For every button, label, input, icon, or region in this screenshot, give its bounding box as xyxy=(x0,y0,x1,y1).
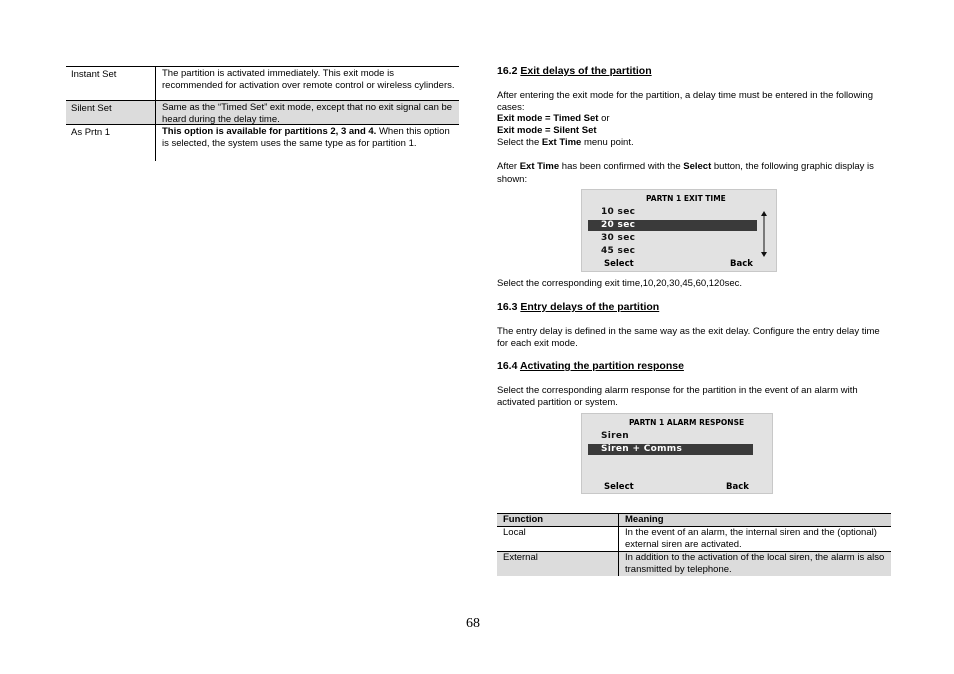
lcd-softkey-back: Back xyxy=(730,259,753,269)
lcd-menu-item: 10 sec xyxy=(601,207,636,217)
section-number: 16.4 xyxy=(497,360,518,372)
text: button, the following graphic display is shown: xyxy=(497,161,874,185)
alarm-response-table xyxy=(497,513,891,576)
table-row xyxy=(66,125,459,161)
table-row xyxy=(497,527,891,552)
bold-text: Ext Time xyxy=(519,161,560,172)
table-row xyxy=(497,552,891,576)
table-cell-desc xyxy=(156,125,459,161)
paragraph xyxy=(497,160,892,186)
lcd-menu-item-selected: 20 sec xyxy=(601,220,636,230)
text: has been confirmed with the xyxy=(559,161,684,172)
page-number: 68 xyxy=(466,616,480,631)
section-title: Activating the partition response xyxy=(519,360,684,372)
paragraph: After entering the exit mode for the partition, a delay time must be entered in the following cases: xyxy=(497,90,873,113)
section-number: 16.3 xyxy=(497,301,518,313)
paragraph: The entry delay is defined in the same way as the exit delay. Configure the entry delay time for each exit mode. xyxy=(497,326,880,349)
lcd-title: PARTN 1 EXIT TIME xyxy=(646,194,726,203)
lcd-softkey-select: Select xyxy=(604,482,634,492)
section-title: Entry delays of the partition xyxy=(520,301,660,313)
table-cell-term: Silent Set xyxy=(66,101,156,124)
lcd-menu-item: 45 sec xyxy=(601,246,636,256)
exit-mode-line-2 xyxy=(497,125,892,137)
section-heading-16-4 xyxy=(497,360,684,372)
lcd-title: PARTN 1 ALARM RESPONSE xyxy=(629,418,745,427)
bold-text: Exit mode = Silent Set xyxy=(497,125,597,136)
lcd-menu-item: 30 sec xyxy=(601,233,636,243)
up-down-arrow-icon xyxy=(758,209,770,259)
bold-text: Select xyxy=(683,161,712,172)
exit-mode-table xyxy=(66,66,459,161)
table-cell-desc: In the event of an alarm, the internal siren and the (optional) external siren are activated. xyxy=(625,527,877,550)
table-cell-term: Local xyxy=(497,527,619,551)
lcd-exit-time-display xyxy=(581,189,777,272)
lcd-menu-item: Siren xyxy=(601,431,630,441)
text: menu point. xyxy=(581,137,634,148)
lcd-softkey-select: Select xyxy=(604,259,634,269)
table-cell-desc: The partition is activated immediately. This exit mode is recommended for activation over remote control or wireless cylinders. xyxy=(162,68,455,91)
text: Select the xyxy=(497,137,542,148)
table-cell-desc: Same as the “Timed Set” exit mode, except that no exit signal can be heard during the delay time. xyxy=(162,102,453,125)
table-header-meaning: Meaning xyxy=(625,514,664,525)
table-header-row xyxy=(497,513,891,527)
text: or xyxy=(598,113,610,124)
desc-bold: This option is available for partitions 2, 3 and 4. xyxy=(162,126,377,137)
section-heading-16-2 xyxy=(497,65,652,77)
text: After xyxy=(497,161,520,172)
lcd-softkey-back: Back xyxy=(726,482,749,492)
bold-text: Exit mode = Timed Set xyxy=(497,113,599,124)
table-header-function: Function xyxy=(497,514,619,526)
paragraph: Select the corresponding exit time,10,20,30,45,60,120sec. xyxy=(497,278,743,289)
table-row xyxy=(66,100,459,125)
table-cell-term: As Prtn 1 xyxy=(66,125,156,161)
exit-mode-line-1 xyxy=(497,113,892,125)
lcd-menu-item-selected: Siren + Comms xyxy=(601,444,683,454)
section-title: Exit delays of the partition xyxy=(520,65,652,77)
desc-rest: When this option is selected, the system uses the same type as for partition 1. xyxy=(162,126,450,149)
section-number: 16.2 xyxy=(497,65,518,77)
table-cell-term: External xyxy=(497,552,619,576)
table-cell-desc: In addition to the activation of the local siren, the alarm is also transmitted by telephone. xyxy=(625,552,885,575)
table-cell-term: Instant Set xyxy=(66,67,156,100)
lcd-alarm-response-display xyxy=(581,413,773,494)
bold-text: Ext Time xyxy=(541,137,582,148)
select-instruction xyxy=(497,137,892,149)
table-row xyxy=(66,66,459,100)
paragraph: Select the corresponding alarm response for the partition in the event of an alarm with activated partition or system. xyxy=(497,385,858,408)
section-heading-16-3 xyxy=(497,301,659,313)
